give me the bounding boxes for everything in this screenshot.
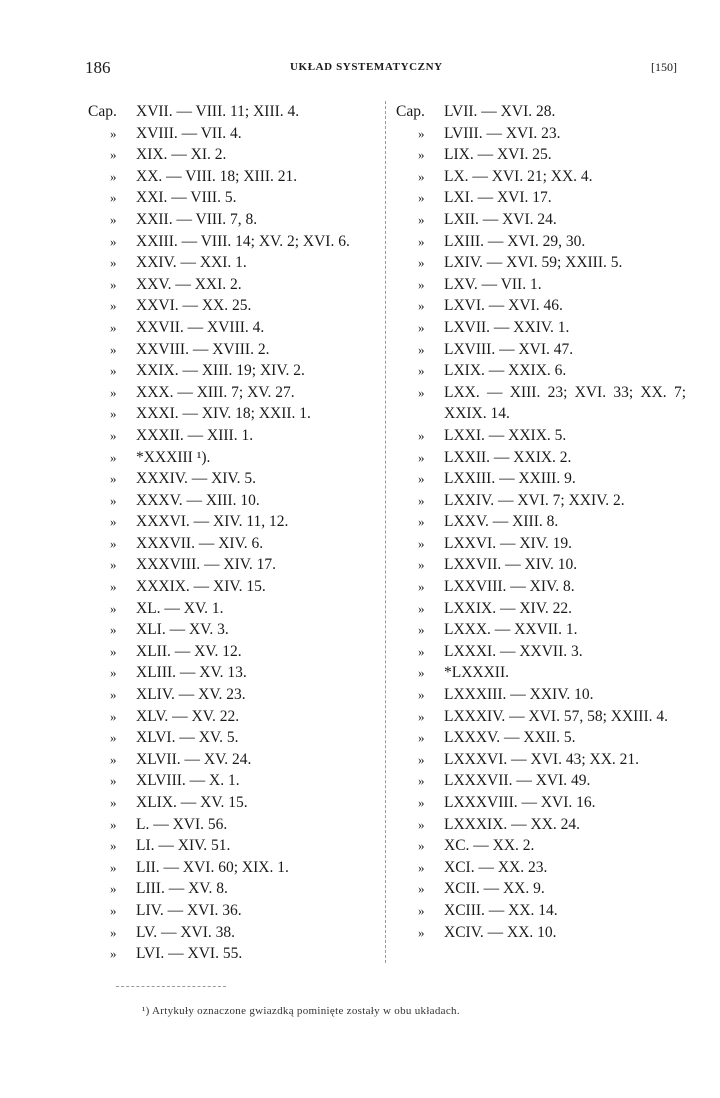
entry-text: LX. — XVI. 21; XX. 4. (444, 167, 593, 185)
ditto-mark: » (418, 859, 425, 875)
index-entry (396, 598, 686, 620)
entry-text: LXXII. — XXIX. 2. (444, 448, 572, 466)
index-entry (88, 511, 380, 533)
entry-text: LXXVII. — XIV. 10. (444, 556, 578, 574)
entry-text: XC. — XX. 2. (444, 837, 535, 855)
entry-text: XCII. — XX. 9. (444, 880, 545, 898)
ditto-mark: » (110, 946, 117, 962)
index-entry (396, 576, 686, 598)
entry-text: XCIII. — XX. 14. (444, 901, 558, 919)
index-entry (88, 835, 380, 857)
entry-text: XXVII. — XVIII. 4. (136, 318, 265, 336)
entry-text: XXIV. — XXI. 1. (136, 254, 247, 272)
ditto-mark: » (110, 233, 117, 249)
ditto-mark: » (418, 147, 425, 163)
entry-text: XXIII. — VIII. 14; XV. 2; XVI. 6. (136, 232, 350, 250)
ditto-mark: » (110, 773, 117, 789)
running-title: UKŁAD SYSTEMATYCZNY (290, 61, 443, 73)
index-entry (396, 425, 686, 447)
ditto-mark: » (418, 298, 425, 314)
ditto-mark: » (110, 643, 117, 659)
index-entry (88, 943, 380, 965)
entry-text: LIII. — XV. 8. (136, 880, 228, 898)
entry-text: LVIII. — XVI. 23. (444, 124, 561, 142)
ditto-mark: » (418, 168, 425, 184)
index-entry (88, 533, 380, 555)
ditto-mark: » (110, 859, 117, 875)
entry-text: XXI. — VIII. 5. (136, 189, 237, 207)
index-entry (88, 857, 380, 879)
entry-text: LXXXVIII. — XVI. 16. (444, 794, 596, 811)
ditto-mark: » (418, 687, 425, 703)
ditto-mark: » (110, 406, 117, 422)
index-entry (88, 231, 380, 253)
ditto-mark: » (110, 384, 117, 400)
entry-text: XLVI. — XV. 5. (136, 729, 239, 747)
entry-text: LXXVI. — XIV. 19. (444, 534, 573, 552)
ditto-mark: » (110, 579, 117, 595)
index-entry (88, 144, 380, 166)
entry-text: LXXXIX. — XX. 24. (444, 815, 581, 833)
ditto-mark: » (110, 427, 117, 443)
index-entry (88, 792, 380, 814)
entry-text: LXVII. — XXIV. 1. (444, 318, 570, 336)
entry-text: LXXI. — XXIX. 5. (444, 426, 567, 444)
ditto-mark: » (110, 514, 117, 530)
index-entry (396, 101, 686, 123)
entry-text: XXII. — VIII. 7, 8. (136, 210, 258, 228)
index-entry (396, 922, 686, 944)
entry-text: XXXI. — XIV. 18; XXII. 1. (136, 405, 311, 423)
ditto-mark: » (110, 816, 117, 832)
ditto-mark: » (418, 579, 425, 595)
entry-text: XLIV. — XV. 23. (136, 686, 246, 704)
index-entry (88, 187, 380, 209)
index-entry (88, 490, 380, 512)
ditto-mark: » (418, 255, 425, 271)
index-entry (88, 922, 380, 944)
entry-text: L. — XVI. 56. (136, 815, 228, 833)
index-entry (88, 684, 380, 706)
entry-text: XXXVII. — XIV. 6. (136, 534, 264, 552)
index-entry (396, 792, 686, 814)
ditto-mark: » (418, 492, 425, 508)
index-entry (396, 835, 686, 857)
entry-text: XLI. — XV. 3. (136, 621, 229, 639)
ditto-mark: » (110, 147, 117, 163)
ditto-mark: » (110, 600, 117, 616)
ditto-mark: » (110, 665, 117, 681)
index-entry (396, 209, 686, 231)
ditto-mark: » (418, 341, 425, 357)
ditto-mark: » (418, 449, 425, 465)
index-entry (88, 576, 380, 598)
ditto-mark: » (110, 190, 117, 206)
entry-text: LXXIII. — XXIII. 9. (444, 470, 576, 488)
entry-text: LXXIX. — XIV. 22. (444, 599, 573, 617)
entry-text: XLVIII. — X. 1. (136, 772, 240, 790)
entry-text: *XXXIII ¹). (136, 448, 211, 466)
index-entry (88, 403, 380, 425)
entry-text: XLII. — XV. 12. (136, 642, 242, 660)
ditto-mark: » (418, 233, 425, 249)
index-entry (396, 706, 686, 728)
index-entry (396, 166, 686, 188)
ditto-mark: » (418, 600, 425, 616)
index-entry (88, 295, 380, 317)
index-entry (396, 274, 686, 296)
entry-text: XL. — XV. 1. (136, 599, 224, 617)
ditto-mark: » (418, 643, 425, 659)
index-entry (396, 641, 686, 663)
ditto-mark: » (110, 730, 117, 746)
index-entry (396, 295, 686, 317)
entry-text: LXIX. — XXIX. 6. (444, 362, 567, 380)
ditto-mark: » (110, 902, 117, 918)
chapter-label: Cap. (396, 103, 425, 120)
entry-text: XXVI. — XX. 25. (136, 297, 252, 315)
index-entry (88, 209, 380, 231)
entry-text: LIX. — XVI. 25. (444, 146, 552, 164)
entry-text: LXXX. — XXVII. 1. (444, 621, 578, 639)
index-entry (88, 598, 380, 620)
index-entry (88, 468, 380, 490)
ditto-mark: » (110, 881, 117, 897)
entry-text: LII. — XVI. 60; XIX. 1. (136, 858, 289, 876)
entry-text: XVII. — VIII. 11; XIII. 4. (136, 103, 300, 120)
entry-text: LXI. — XVI. 17. (444, 189, 552, 207)
index-entry (88, 900, 380, 922)
right-column (396, 101, 686, 943)
index-entry (396, 554, 686, 576)
index-entry (396, 468, 686, 490)
ditto-mark: » (110, 535, 117, 551)
entry-text: LVII. — XVI. 28. (444, 103, 556, 120)
ditto-mark: » (418, 622, 425, 638)
ditto-mark: » (110, 125, 117, 141)
entry-text: XX. — VIII. 18; XIII. 21. (136, 167, 298, 185)
entry-text: XLIX. — XV. 15. (136, 794, 248, 811)
index-entry (396, 490, 686, 512)
entry-text: LXXV. — XIII. 8. (444, 513, 559, 531)
entry-text: LXVIII. — XVI. 47. (444, 340, 574, 358)
entry-text: LXXXV. — XXII. 5. (444, 729, 576, 747)
entry-text: LXIV. — XVI. 59; XXIII. 5. (444, 254, 623, 272)
entry-text: XXV. — XXI. 2. (136, 275, 242, 293)
ditto-mark: » (110, 924, 117, 940)
entry-text: LXXVIII. — XIV. 8. (444, 578, 575, 596)
index-entry (396, 144, 686, 166)
ditto-mark: » (110, 471, 117, 487)
index-entry (88, 101, 380, 123)
ditto-mark: » (418, 514, 425, 530)
index-entry (88, 166, 380, 188)
index-entry (396, 231, 686, 253)
ditto-mark: » (110, 751, 117, 767)
index-entry (396, 878, 686, 900)
ditto-mark: » (110, 492, 117, 508)
entry-text: XXXIX. — XIV. 15. (136, 578, 266, 596)
index-entry (88, 878, 380, 900)
index-entry (396, 814, 686, 836)
index-entry (88, 619, 380, 641)
ditto-mark: » (110, 449, 117, 465)
ditto-mark: » (418, 838, 425, 854)
index-entry (396, 339, 686, 361)
ditto-mark: » (418, 363, 425, 379)
entry-text: LXX. — XIII. 23; XVI. 33; XX. 7; XXIX. 14. (444, 383, 686, 423)
index-entry (88, 727, 380, 749)
entry-text: XVIII. — VII. 4. (136, 124, 242, 142)
index-entry (88, 554, 380, 576)
index-entry (396, 749, 686, 771)
index-entry (396, 900, 686, 922)
column-divider (385, 101, 386, 963)
index-entry (396, 684, 686, 706)
entry-text: LXIII. — XVI. 29, 30. (444, 232, 586, 250)
index-entry (396, 662, 686, 684)
entry-text: XCI. — XX. 23. (444, 858, 548, 876)
index-entry (88, 317, 380, 339)
entry-text: LXII. — XVI. 24. (444, 210, 557, 228)
ditto-mark: » (418, 795, 425, 810)
ditto-mark: » (418, 730, 425, 746)
ditto-mark: » (110, 557, 117, 573)
ditto-mark: » (418, 902, 425, 918)
entry-text: LXXXVII. — XVI. 49. (444, 772, 591, 790)
entry-text: LXXXVI. — XVI. 43; XX. 21. (444, 750, 640, 768)
ditto-mark: » (110, 341, 117, 357)
entry-text: XLV. — XV. 22. (136, 707, 240, 725)
ditto-mark: » (418, 384, 425, 400)
entry-text: XXIX. — XIII. 19; XIV. 2. (136, 362, 305, 380)
entry-text: *LXXXII. (444, 664, 509, 682)
entry-text: LXXXI. — XXVII. 3. (444, 642, 583, 660)
index-entry (396, 317, 686, 339)
ditto-mark: » (418, 773, 425, 789)
folio-number: [150] (651, 60, 677, 74)
page-number: 186 (85, 58, 111, 77)
entry-text: LXVI. — XVI. 46. (444, 297, 563, 315)
index-entry (396, 252, 686, 274)
ditto-mark: » (110, 168, 117, 184)
entry-text: XXVIII. — XVIII. 2. (136, 340, 270, 358)
footnote-rule (116, 986, 226, 987)
ditto-mark: » (418, 427, 425, 443)
index-entry (396, 447, 686, 469)
ditto-mark: » (418, 881, 425, 897)
ditto-mark: » (418, 535, 425, 551)
index-entry (396, 770, 686, 792)
ditto-mark: » (110, 838, 117, 854)
ditto-mark: » (418, 708, 425, 724)
index-entry (88, 360, 380, 382)
ditto-mark: » (110, 622, 117, 638)
index-entry (88, 641, 380, 663)
entry-text: LIV. — XVI. 36. (136, 901, 242, 919)
footnote: ¹) Artykuły oznaczone gwiazdką pominięte zostały w obu układach. (142, 1005, 460, 1017)
index-entry (396, 619, 686, 641)
index-entry (88, 274, 380, 296)
index-entry (88, 662, 380, 684)
ditto-mark: » (418, 751, 425, 767)
ditto-mark: » (110, 687, 117, 703)
index-entry (88, 425, 380, 447)
entry-text: LVI. — XVI. 55. (136, 945, 243, 963)
index-entry (88, 339, 380, 361)
index-entry (396, 360, 686, 382)
index-entry (396, 123, 686, 145)
index-entry (88, 770, 380, 792)
index-entry (88, 749, 380, 771)
entry-text: LXXXIV. — XVI. 57, 58; XXIII. 4. (444, 707, 669, 725)
ditto-mark: » (418, 924, 425, 940)
ditto-mark: » (110, 211, 117, 227)
entry-text: XLIII. — XV. 13. (136, 664, 247, 682)
ditto-mark: » (110, 298, 117, 314)
ditto-mark: » (110, 795, 117, 810)
ditto-mark: » (110, 319, 117, 335)
index-entry (396, 187, 686, 209)
entry-text: LV. — XVI. 38. (136, 923, 236, 941)
entry-text: XCIV. — XX. 10. (444, 923, 557, 941)
ditto-mark: » (110, 276, 117, 292)
ditto-mark: » (418, 557, 425, 573)
ditto-mark: » (418, 665, 425, 681)
entry-text: XXXVIII. — XIV. 17. (136, 556, 277, 574)
entry-text: LXXIV. — XVI. 7; XXIV. 2. (444, 491, 625, 509)
index-entry (88, 447, 380, 469)
ditto-mark: » (418, 211, 425, 227)
entry-text: XXXV. — XIII. 10. (136, 491, 260, 509)
index-entry (88, 814, 380, 836)
ditto-mark: » (418, 319, 425, 335)
index-entry (396, 533, 686, 555)
index-entry (396, 382, 686, 425)
entry-text: LXXXIII. — XXIV. 10. (444, 686, 594, 704)
ditto-mark: » (110, 255, 117, 271)
ditto-mark: » (418, 816, 425, 832)
entry-text: LXV. — VII. 1. (444, 275, 542, 293)
entry-text: XXXII. — XIII. 1. (136, 426, 254, 444)
index-entry (396, 511, 686, 533)
index-entry (88, 706, 380, 728)
ditto-mark: » (418, 471, 425, 487)
index-entry (88, 252, 380, 274)
entry-text: XXX. — XIII. 7; XV. 27. (136, 383, 295, 401)
index-entry (88, 382, 380, 404)
left-column (88, 101, 380, 965)
ditto-mark: » (110, 363, 117, 379)
ditto-mark: » (418, 125, 425, 141)
ditto-mark: » (418, 276, 425, 292)
index-entry (396, 857, 686, 879)
entry-text: XLVII. — XV. 24. (136, 750, 252, 768)
entry-text: LI. — XIV. 51. (136, 837, 231, 855)
index-entry (88, 123, 380, 145)
entry-text: XXXVI. — XIV. 11, 12. (136, 513, 289, 531)
index-entry (396, 727, 686, 749)
page-header (85, 58, 685, 82)
entry-text: XIX. — XI. 2. (136, 146, 227, 164)
ditto-mark: » (110, 708, 117, 724)
entry-text: XXXIV. — XIV. 5. (136, 470, 256, 488)
ditto-mark: » (418, 190, 425, 206)
chapter-label: Cap. (88, 103, 117, 120)
